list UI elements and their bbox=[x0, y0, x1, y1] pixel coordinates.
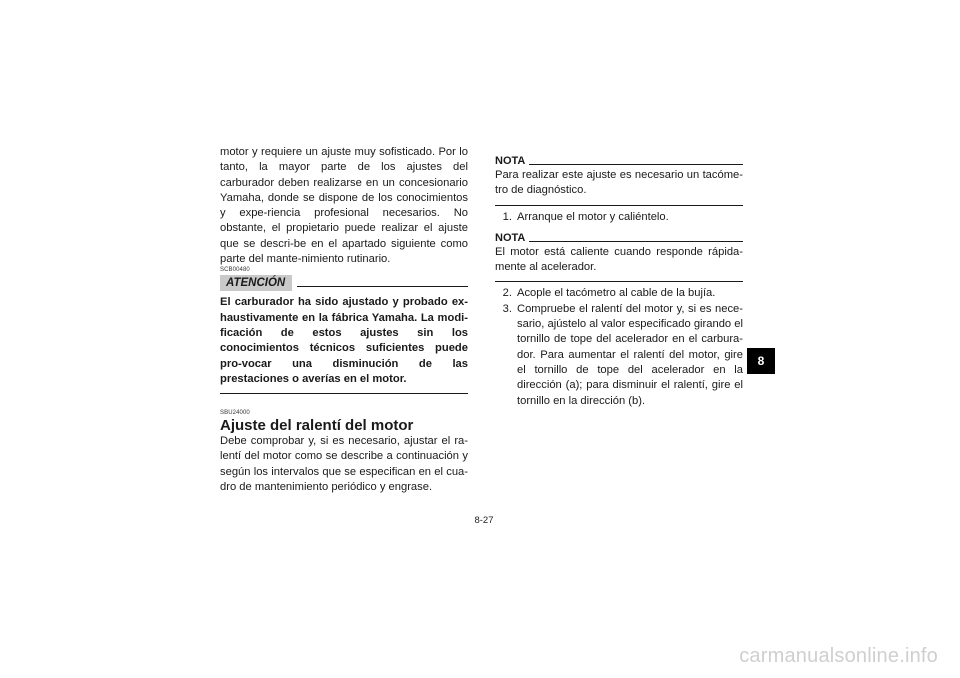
caution-label: ATENCIÓN bbox=[220, 275, 292, 291]
caution-text: El carburador ha sido ajustado y probado ex-haustivamente en la fábrica Yamaha. La modi-ficación de estos ajustes sin los conocimientos técnicos suficientes puede pro-vocar una disminución de las prestaciones o averías en el motor. bbox=[220, 296, 468, 385]
caution-top-rule bbox=[297, 286, 468, 287]
step-item bbox=[495, 302, 743, 409]
note2-label: NOTA bbox=[495, 231, 526, 244]
note1-text: Para realizar este ajuste es necesario un tacóme-tro de diagnóstico. bbox=[495, 169, 743, 197]
left-column bbox=[220, 145, 468, 495]
steps-list-1 bbox=[495, 210, 743, 225]
note2-text: El motor está caliente cuando responde rápida-mente al acelerador. bbox=[495, 245, 743, 274]
note2-bottom-rule bbox=[495, 281, 743, 282]
section-title: Ajuste del ralentí del motor bbox=[220, 417, 414, 435]
caution-header bbox=[220, 275, 468, 291]
step-number: 3. bbox=[502, 302, 512, 315]
section-code: SBU24000 bbox=[220, 410, 250, 417]
step-item bbox=[495, 286, 743, 301]
chapter-tab: 8 bbox=[747, 348, 775, 374]
note2-top-rule bbox=[529, 241, 743, 242]
watermark-text: carmanualsonline.info bbox=[739, 645, 938, 667]
step-text: Arranque el motor y caliéntelo. bbox=[517, 210, 669, 223]
step-item bbox=[495, 210, 743, 225]
step-number: 1. bbox=[502, 210, 512, 223]
step-number: 2. bbox=[502, 287, 512, 300]
note1-label: NOTA bbox=[495, 155, 526, 167]
note1-header bbox=[495, 155, 743, 168]
intro-paragraph: motor y requiere un ajuste muy sofisticado. Por lo tanto, la mayor parte de los ajustes del carburador deben realizarse en un concesionario Yamaha, donde se dispone de los conocimientos y expe-riencia profesional necesarios. No obstante, el propietario puede realizar el ajuste que se descri-be en el apartado siguiente como parte del mante-nimiento rutinario. bbox=[220, 146, 468, 266]
steps-list-2 bbox=[495, 286, 743, 408]
step-text: Acople el tacómetro al cable de la bujía. bbox=[517, 287, 716, 300]
caution-bottom-rule bbox=[220, 393, 468, 394]
right-column bbox=[495, 155, 743, 409]
caution-code: SCB00480 bbox=[220, 267, 250, 274]
note1-bottom-rule bbox=[495, 205, 743, 206]
section-paragraph: Debe comprobar y, si es necesario, ajustar el ra-lentí del motor como se describe a continuación y según los intervalos que se especifican en el cua-dro de mantenimiento periódico y engrase. bbox=[220, 435, 468, 494]
page-number: 8-27 bbox=[474, 515, 494, 526]
step-text: Compruebe el ralentí del motor y, si es nece-sario, ajústelo al valor especificado girando el tornillo de tope del acelerador en el carbura-dor. Para aumentar el ralentí del motor, gire el tornillo de tope del acelerador en la dirección (a); para disminuir el ralentí, gire el tornillo en la dirección (b). bbox=[517, 302, 743, 407]
note1-top-rule bbox=[529, 164, 743, 165]
note2-header bbox=[495, 232, 743, 245]
